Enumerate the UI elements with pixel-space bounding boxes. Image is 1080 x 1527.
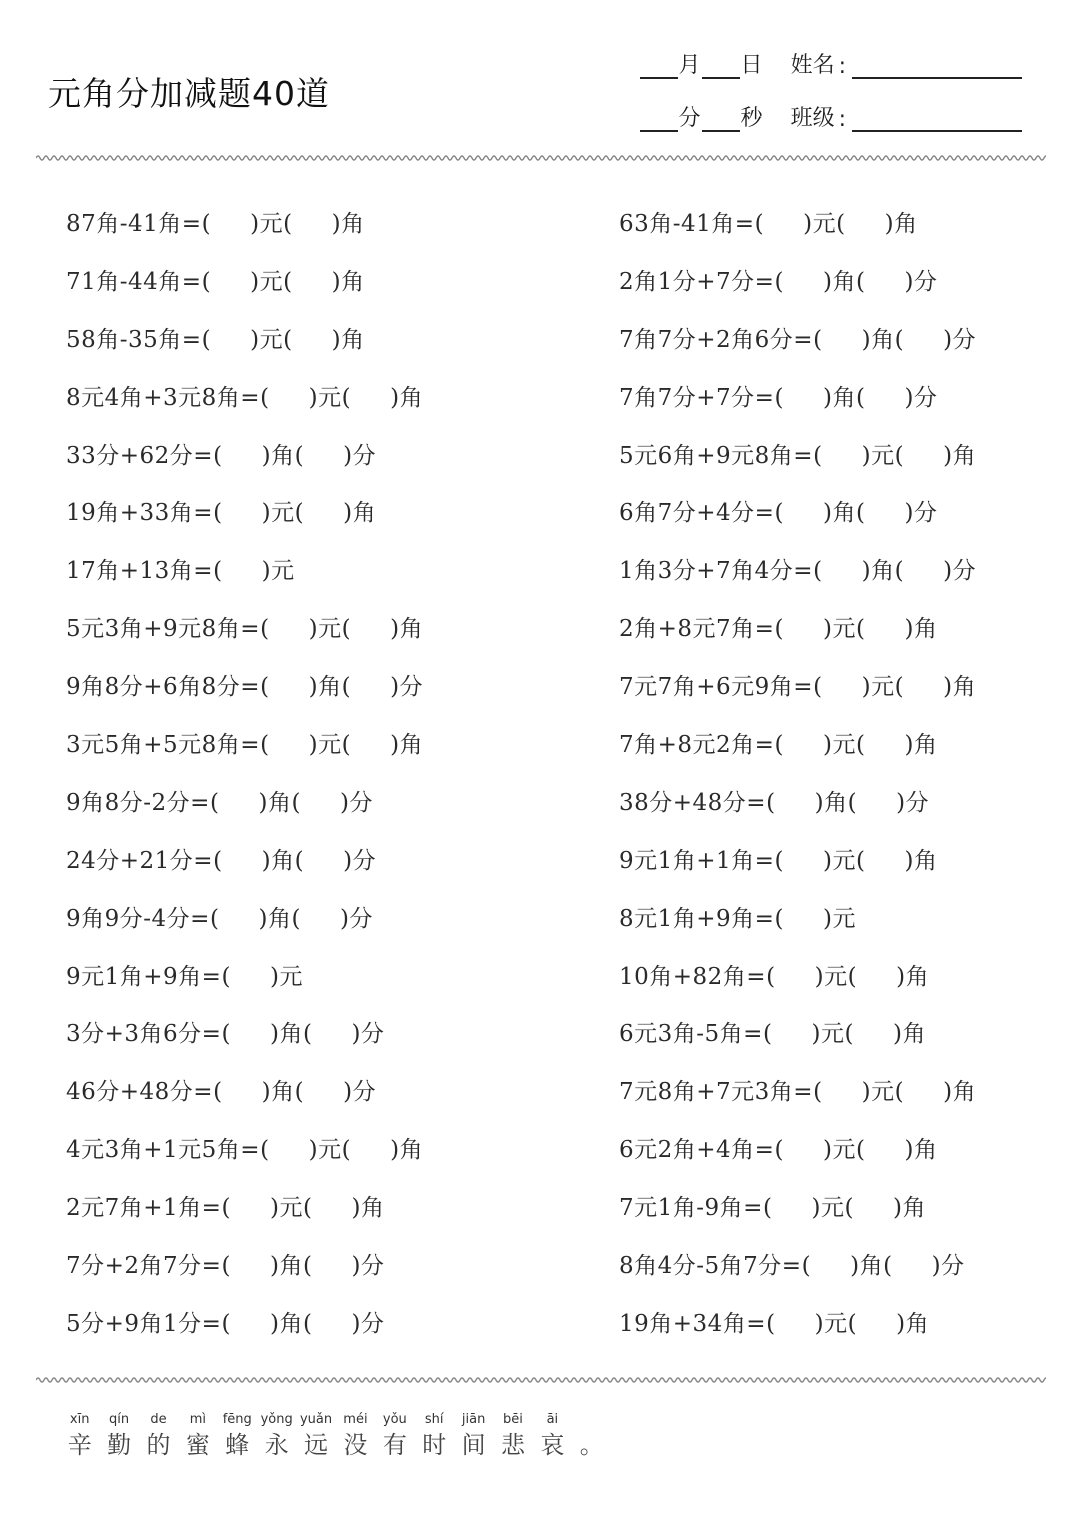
- problem-item: 33分+62分=( )角( )分: [66, 442, 377, 469]
- problem-item: 63角-41角=( )元( )角: [619, 211, 918, 237]
- motto-hanzi: 间: [461, 1431, 486, 1459]
- problem-item: 2角+8元7角=( )元( )角: [619, 616, 938, 643]
- problem-item: 2元7角+1角=( )元( )角: [66, 1195, 385, 1222]
- problem-item: 8元4角+3元8角=( )元( )角: [66, 384, 424, 411]
- name-label: 姓名: [790, 53, 835, 78]
- worksheet-title: 元角分加减题40道: [48, 74, 330, 113]
- motto-char: [375, 1410, 414, 1460]
- motto-hanzi: 。: [579, 1431, 604, 1459]
- problem-item: 24分+21分=( )角( )分: [66, 847, 377, 874]
- motto-char: [533, 1410, 572, 1460]
- problem-item: 7角7分+7分=( )角( )分: [619, 384, 938, 411]
- motto-pinyin: xīn: [69, 1412, 90, 1427]
- motto-hanzi: 时: [422, 1431, 447, 1459]
- motto-char: [178, 1410, 217, 1460]
- minute-blank: [640, 108, 678, 132]
- problem-item: 7元7角+6元9角=( )元( )角: [619, 674, 977, 701]
- motto-hanzi: 哀: [540, 1431, 565, 1459]
- motto-char: [415, 1410, 454, 1460]
- problem-item: 8元1角+9角=( )元: [619, 905, 856, 932]
- problem-item: 9元1角+9角=( )元: [66, 963, 303, 990]
- problem-item: 3分+3角6分=( )角( )分: [66, 1021, 385, 1048]
- motto-line: [60, 1410, 611, 1460]
- motto-pinyin: de: [150, 1412, 167, 1427]
- motto-char: [336, 1410, 375, 1460]
- problem-item: 9角8分-2分=( )角( )分: [66, 789, 373, 816]
- second-label: 秒: [740, 106, 763, 131]
- day-label: 日: [740, 53, 763, 78]
- problem-item: 46分+48分=( )角( )分: [66, 1079, 377, 1106]
- motto-pinyin: mì: [189, 1412, 206, 1427]
- problem-item: 38分+48分=( )角( )分: [619, 789, 930, 816]
- problem-item: 17角+13角=( )元: [66, 558, 295, 585]
- motto-pinyin: méi: [343, 1412, 368, 1427]
- problem-item: 4元3角+1元5角=( )元( )角: [66, 1137, 424, 1164]
- day-blank: [702, 55, 740, 79]
- month-blank: [640, 55, 678, 79]
- problem-item: 1角3分+7角4分=( )角( )分: [619, 558, 977, 585]
- motto-hanzi: 勤: [107, 1431, 132, 1459]
- motto-pinyin: āi: [546, 1412, 559, 1427]
- time-class-line: [639, 101, 1022, 132]
- class-field-line: [852, 108, 1022, 132]
- minute-label: 分: [678, 106, 701, 131]
- problem-item: 10角+82角=( )元( )角: [619, 963, 930, 990]
- problem-item: 6元3角-5角=( )元( )角: [619, 1021, 926, 1048]
- name-colon: :: [838, 54, 846, 79]
- motto-hanzi: 有: [382, 1431, 407, 1459]
- problem-column-left: [66, 198, 423, 1356]
- problem-item: 9角9分-4分=( )角( )分: [66, 905, 373, 932]
- problem-item: 5分+9角1分=( )角( )分: [66, 1310, 385, 1337]
- date-name-line: [639, 48, 1022, 79]
- problem-item: 9角8分+6角8分=( )角( )分: [66, 674, 424, 701]
- class-label: 班级: [790, 106, 835, 131]
- class-colon: :: [838, 107, 846, 132]
- problem-item: 7角7分+2角6分=( )角( )分: [619, 326, 977, 353]
- motto-hanzi: 的: [146, 1431, 171, 1459]
- problem-item: 6元2角+4角=( )元( )角: [619, 1137, 938, 1164]
- problem-item: 71角-44角=( )元( )角: [66, 268, 365, 295]
- motto-char: [257, 1410, 296, 1460]
- problem-item: 7分+2角7分=( )角( )分: [66, 1253, 385, 1280]
- motto-pinyin: shí: [424, 1412, 444, 1427]
- problem-item: 87角-41角=( )元( )角: [66, 211, 365, 237]
- motto-hanzi: 蜜: [185, 1431, 210, 1459]
- problem-item: 7角+8元2角=( )元( )角: [619, 732, 938, 759]
- motto-pinyin: yǒng: [260, 1412, 293, 1427]
- wavy-divider-bottom: [36, 1376, 1046, 1384]
- motto-hanzi: 蜂: [225, 1431, 250, 1459]
- problem-item: 7元8角+7元3角=( )元( )角: [619, 1079, 977, 1106]
- second-blank: [702, 108, 740, 132]
- problem-item: 3元5角+5元8角=( )元( )角: [66, 732, 424, 759]
- problem-item: 2角1分+7分=( )角( )分: [619, 268, 938, 295]
- wavy-divider-top: [36, 154, 1046, 162]
- motto-char: [218, 1410, 257, 1460]
- motto-pinyin: yǒu: [382, 1412, 407, 1427]
- motto-pinyin: jiān: [461, 1412, 486, 1427]
- motto-hanzi: 没: [343, 1431, 368, 1459]
- motto-char: [296, 1410, 335, 1460]
- motto-char: [493, 1410, 532, 1460]
- problem-item: 19角+33角=( )元( )角: [66, 500, 377, 527]
- motto-pinyin: bēi: [503, 1412, 523, 1427]
- problem-item: 58角-35角=( )元( )角: [66, 326, 365, 353]
- problem-item: 5元6角+9元8角=( )元( )角: [619, 442, 977, 469]
- motto-hanzi: 悲: [500, 1431, 525, 1459]
- motto-char: [454, 1410, 493, 1460]
- month-label: 月: [678, 53, 701, 78]
- problem-column-right: [619, 198, 976, 1356]
- motto-char: [60, 1410, 99, 1460]
- motto-char: [99, 1410, 138, 1460]
- motto-hanzi: 永: [264, 1431, 289, 1459]
- problem-item: 8角4分-5角7分=( )角( )分: [619, 1253, 965, 1280]
- problem-item: 6角7分+4分=( )角( )分: [619, 500, 938, 527]
- problem-item: 7元1角-9角=( )元( )角: [619, 1195, 926, 1222]
- motto-pinyin: qín: [109, 1412, 130, 1427]
- problem-item: 9元1角+1角=( )元( )角: [619, 847, 938, 874]
- motto-hanzi: 辛: [67, 1431, 92, 1459]
- motto-hanzi: 远: [304, 1431, 329, 1459]
- name-field-line: [852, 55, 1022, 79]
- motto-pinyin: yuǎn: [299, 1412, 333, 1427]
- motto-pinyin: fēng: [222, 1412, 252, 1427]
- motto-char: [139, 1410, 178, 1460]
- problem-item: 19角+34角=( )元( )角: [619, 1310, 930, 1337]
- problem-item: 5元3角+9元8角=( )元( )角: [66, 616, 424, 643]
- motto-char: [572, 1410, 611, 1460]
